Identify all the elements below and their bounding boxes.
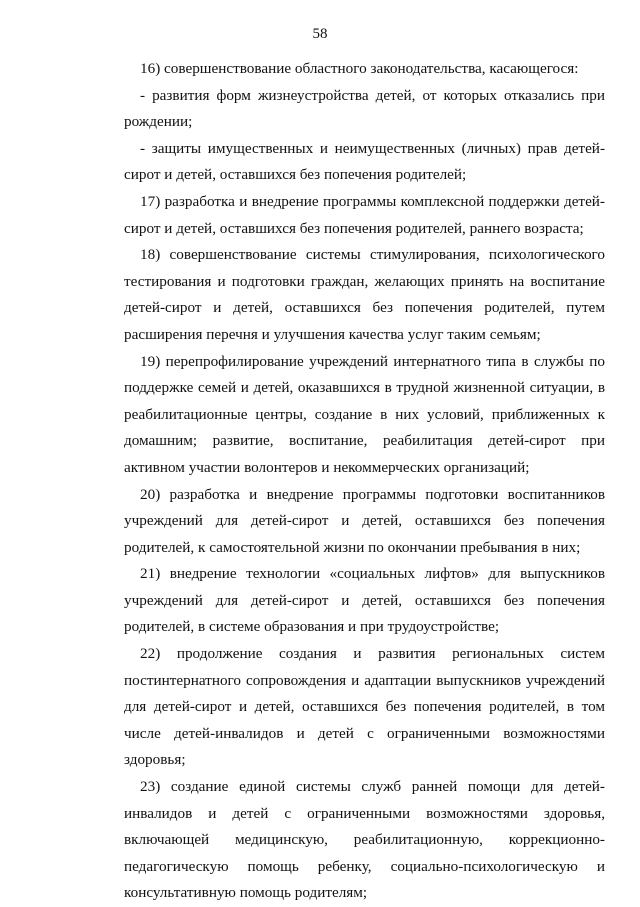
paragraph-item-20: 20) разработка и внедрение программы подготовки воспитанников учреждений для детей-сирот и детей, оставшихся без попечения родителей, к самостоятельной жизни по окончании пребывания в них; <box>124 485 605 556</box>
document-body <box>124 56 605 907</box>
paragraph-subitem-property-rights: - защиты имущественных и неимущественных (личных) прав детей-сирот и детей, оставшихся без попечения родителей; <box>124 139 605 184</box>
paragraph-item-22: 22) продолжение создания и развития региональных систем постинтернатного сопровождения и адаптации выпускников учреждений для детей-сирот и детей, оставшихся без попечения родителей, в том числе детей-инвалидов и детей с ограниченными возможностями здоровья; <box>124 645 605 769</box>
paragraph-item-18: 18) совершенствование системы стимулирования, психологического тестирования и подготовки граждан, желающих принять на воспитание детей-сирот и детей, оставшихся без попечения родителей, путем расширения перечня и улучшения качества услуг таким семьям; <box>124 246 605 343</box>
paragraph-item-23: 23) создание единой системы служб ранней помощи для детей-инвалидов и детей с ограниченными возможностями здоровья, включающей медицинскую, реабилитационную, коррекционно-педагогическую помощь ребенку, социально-психологическую и консультативную помощь родителям; <box>124 778 605 902</box>
paragraph-item-17: 17) разработка и внедрение программы комплексной поддержки детей-сирот и детей, оставшихся без попечения родителей, раннего возраста; <box>124 192 605 237</box>
paragraph-item-21: 21) внедрение технологии «социальных лифтов» для выпускников учреждений для детей-сирот и детей, оставшихся без попечения родителей, в системе образования и при трудоустройстве; <box>124 565 605 636</box>
paragraph-subitem-birth-refusal: - развития форм жизнеустройства детей, от которых отказались при рождении; <box>124 86 605 131</box>
paragraph-item-19: 19) перепрофилирование учреждений интернатного типа в службы по поддержке семей и детей, оказавшихся в трудной жизненной ситуации, в реабилитационные центры, создание в них условий, приближенных к домашним; развитие, воспитание, реабилитация детей-сирот при активном участии волонтеров и некоммерческих организаций; <box>124 352 605 476</box>
page-number: 58 <box>312 26 328 42</box>
paragraph-item-16: 16) совершенствование областного законодательства, касающегося: <box>140 60 579 77</box>
